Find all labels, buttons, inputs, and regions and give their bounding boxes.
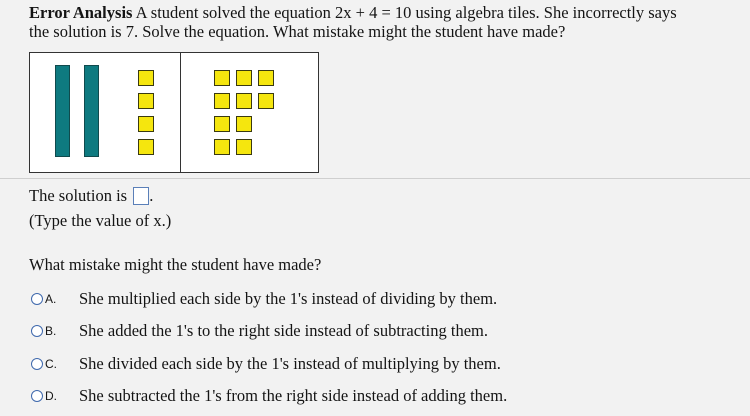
option-letter: B. [45, 324, 57, 338]
mistake-question: What mistake might the student have made? [29, 255, 322, 274]
problem-text-line1: A student solved the equation 2x + 4 = 10 using algebra tiles. She incorrectly says [132, 3, 677, 22]
problem-statement [29, 3, 729, 41]
unit-tile [236, 116, 252, 132]
option-b[interactable] [31, 320, 488, 342]
option-letter: D. [45, 389, 57, 403]
unit-tile [138, 93, 154, 109]
unit-tile [236, 93, 252, 109]
radio-button-icon[interactable] [31, 325, 43, 337]
option-letter: A. [45, 292, 57, 306]
option-d[interactable] [31, 385, 507, 407]
unit-tile [258, 93, 274, 109]
answer-input-box[interactable] [133, 187, 149, 205]
unit-tile [214, 70, 230, 86]
unit-tile [138, 116, 154, 132]
option-c[interactable] [31, 353, 501, 375]
section-divider [0, 178, 750, 179]
x-tile [55, 65, 70, 157]
radio-button-icon[interactable] [31, 390, 43, 402]
unit-tile [214, 93, 230, 109]
option-text: She multiplied each side by the 1's instead of dividing by them. [79, 289, 498, 308]
radio-button-icon[interactable] [31, 293, 43, 305]
tile-mat-left-side [30, 53, 181, 172]
unit-tile [138, 70, 154, 86]
option-text: She divided each side by the 1's instead of multiplying by them. [79, 354, 501, 373]
radio-button-icon[interactable] [31, 358, 43, 370]
option-text: She subtracted the 1's from the right side instead of adding them. [79, 386, 508, 405]
unit-tile [214, 139, 230, 155]
answer-hint: (Type the value of x.) [29, 211, 172, 230]
tile-mat-right-side [181, 53, 318, 172]
solution-line [29, 186, 153, 206]
unit-tile [236, 139, 252, 155]
unit-tile [214, 116, 230, 132]
solution-prefix: The solution is [29, 186, 132, 205]
x-tile [84, 65, 99, 157]
option-letter: C. [45, 357, 57, 371]
problem-text-line2: the solution is 7. Solve the equation. What mistake might the student have made? [29, 22, 566, 41]
option-text: She added the 1's to the right side instead of subtracting them. [79, 321, 488, 340]
solution-suffix: . [149, 186, 154, 205]
unit-tile [258, 70, 274, 86]
unit-tile [138, 139, 154, 155]
unit-tile [236, 70, 252, 86]
option-a[interactable] [31, 288, 497, 310]
problem-heading: Error Analysis [29, 3, 133, 22]
algebra-tile-mat [29, 52, 319, 173]
